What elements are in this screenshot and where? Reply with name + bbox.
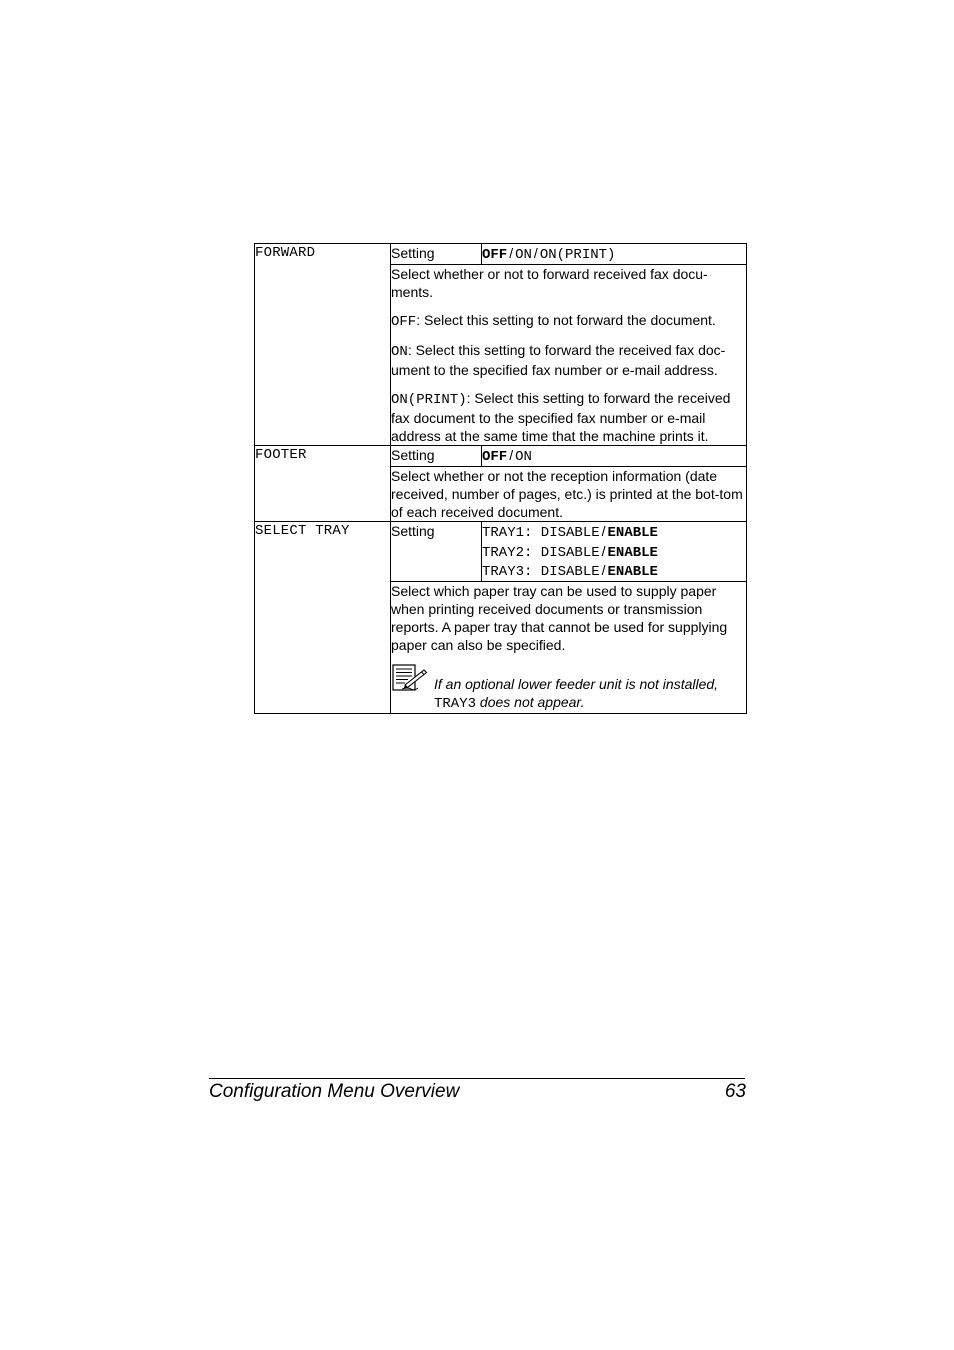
forward-setting-row (255, 244, 747, 265)
tray3-option: TRAY3: DISABLE / ENABLE (482, 562, 658, 580)
note-code: TRAY3 (434, 695, 477, 712)
note-pencil-icon (392, 664, 428, 692)
forward-menu-name: FORWARD (255, 244, 391, 446)
tray2-option: TRAY2: DISABLE / ENABLE (482, 542, 658, 561)
footer-setting-label: Setting (391, 446, 482, 467)
select-tray-setting-row (255, 522, 747, 582)
note-text: If an optional lower feeder unit is not installed, TRAY3 does not appear. (434, 675, 719, 712)
forward-option-on: ON (515, 247, 532, 263)
footer-rule (209, 1078, 745, 1079)
tray3-default-value: ENABLE (607, 564, 658, 580)
forward-setting-values: OFF / ON / ON(PRINT) (482, 244, 747, 265)
forward-default-value: OFF (482, 247, 508, 263)
footer-menu-name: FOOTER (255, 446, 391, 522)
forward-description (391, 265, 747, 446)
tray2-default-value: ENABLE (607, 544, 658, 561)
forward-item-off: OFF: Select this setting to not forward the document. (391, 312, 716, 330)
footer-default-value: OFF (482, 449, 508, 465)
footer-setting-values: OFF / ON (482, 446, 747, 467)
select-tray-setting-values (482, 522, 747, 582)
footer-title: Configuration Menu Overview (209, 1081, 460, 1102)
select-tray-setting-label: Setting (391, 522, 482, 582)
footer-option-on: ON (515, 449, 532, 465)
footer-setting-row (255, 446, 747, 467)
tray1-option: TRAY1: DISABLE / ENABLE (482, 523, 658, 541)
forward-option-on-print: ON(PRINT) (539, 247, 616, 263)
select-tray-description (391, 581, 747, 713)
config-table (254, 243, 747, 714)
page-number: 63 (724, 1081, 746, 1102)
select-tray-menu-name: SELECT TRAY (255, 522, 391, 714)
forward-item-on-print: ON(PRINT): Select this setting to forward the received fax document to the specified fax number or e-mail address at the same time that the machine prints it. (391, 390, 731, 444)
forward-setting-label: Setting (391, 244, 482, 265)
forward-intro: Select whether or not to forward received fax docu-ments. (391, 266, 708, 300)
footer-description: Select whether or not the reception information (date received, number of pages, etc.) is printed at the bot-tom of each received document. (391, 467, 747, 522)
tray1-default-value: ENABLE (607, 525, 658, 541)
select-tray-desc-text: Select which paper tray can be used to supply paper when printing received documents or transmission reports. A paper tray that cannot be used for supplying paper can also be specified. (391, 582, 728, 653)
forward-item-on: ON: Select this setting to forward the received fax doc-ument to the specified fax number or e-mail address. (391, 342, 726, 378)
select-tray-note (391, 664, 746, 713)
